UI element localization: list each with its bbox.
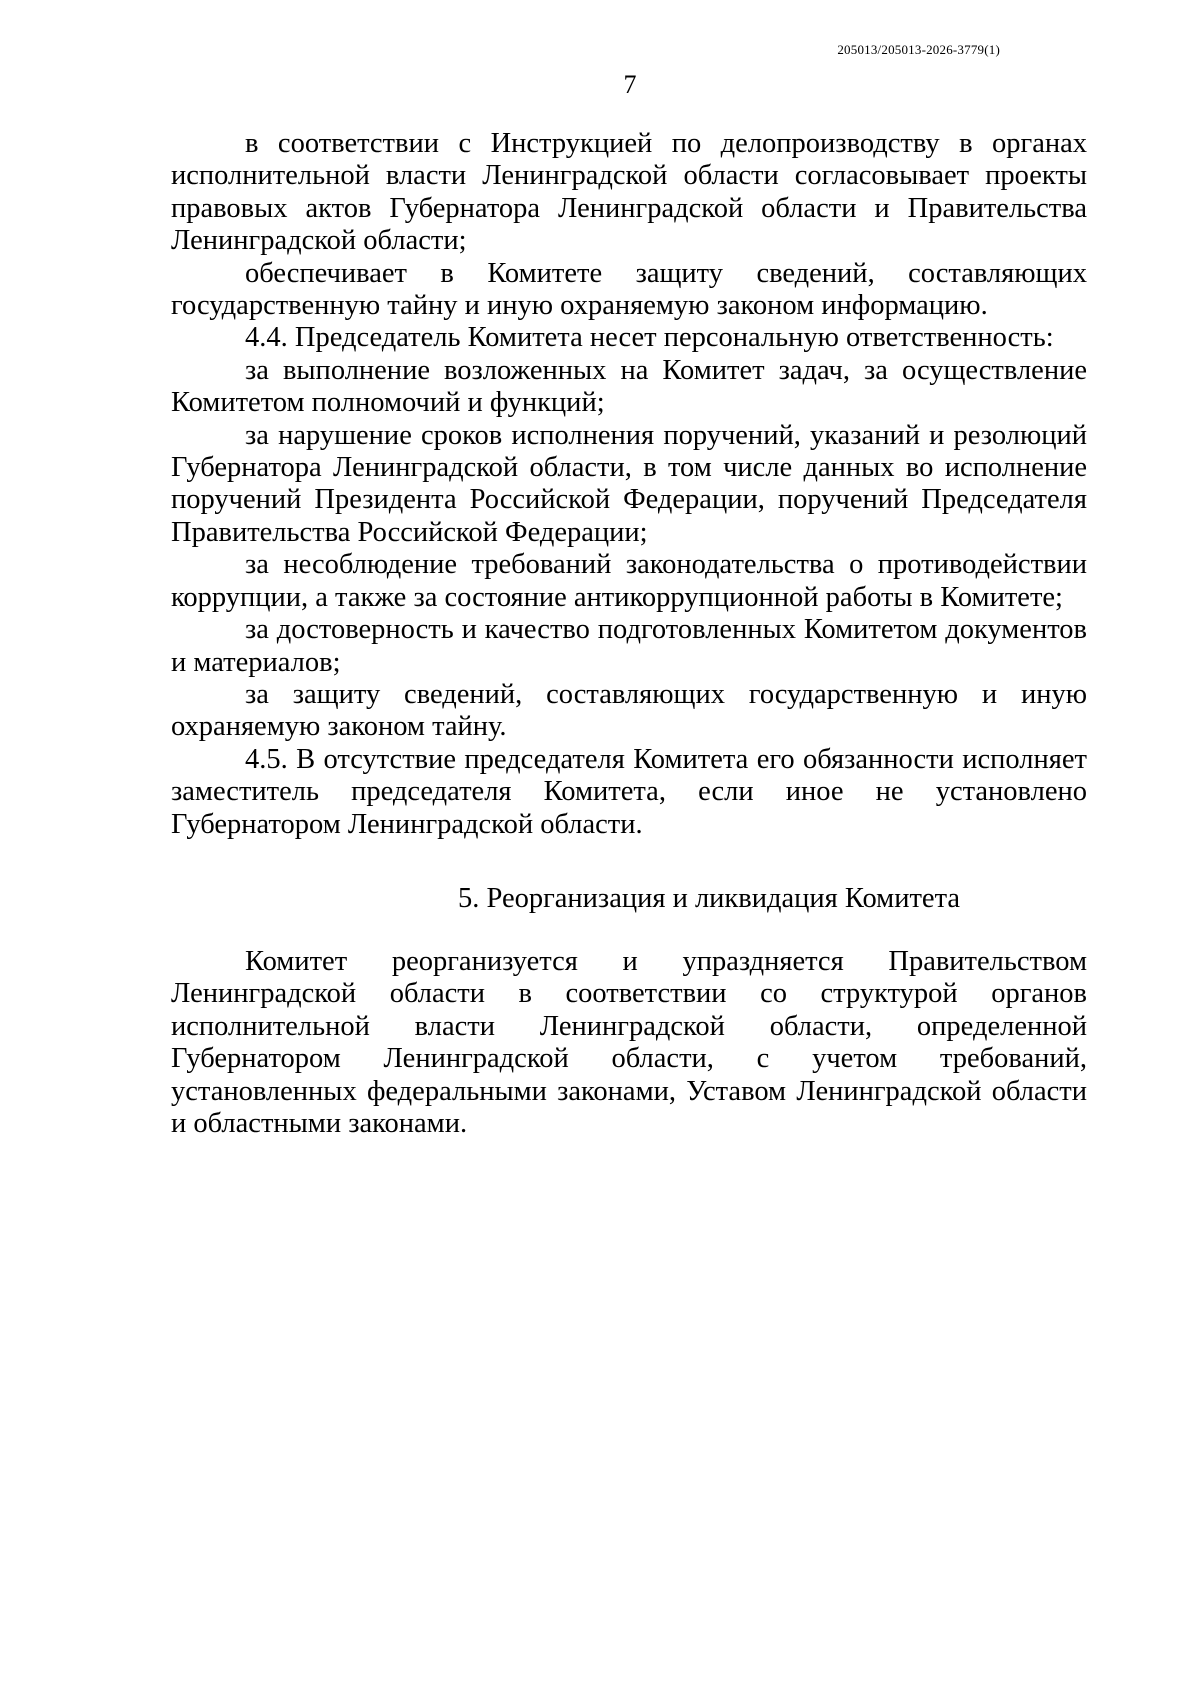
- page-number: 7: [623, 70, 637, 99]
- clause-4-5: 4.5. В отсутствие председателя Комитета его обязанности исполняет заместитель председателя Комитета, если иное не установлено Губернатором Ленинградской области.: [171, 743, 1087, 840]
- paragraph-coordination-of-acts: в соответствии с Инструкцией по делопроизводству в органах исполнительной власти Ленинградской области согласовывает проекты правовых актов Губернатора Ленинградской области и Правительства Ленинградской области;: [171, 128, 1087, 257]
- responsibility-deadlines: за нарушение сроков исполнения поручений, указаний и резолюций Губернатора Ленинградской области, в том числе данных во исполнение поручений Президента Российской Федерации, поручений Председателя Правительства Российской Федерации;: [171, 419, 1087, 548]
- section-5-heading: 5. Реорганизация и ликвидация Комитета: [457, 883, 961, 914]
- responsibility-state-secret: за защиту сведений, составляющих государственную и иную охраняемую законом тайну.: [171, 678, 1087, 743]
- clause-4-4-heading: 4.4. Председатель Комитета несет персональную ответственность:: [245, 322, 1054, 354]
- responsibility-anticorruption: за несоблюдение требований законодательства о противодействии коррупции, а также за состояние антикоррупционной работы в Комитете;: [171, 549, 1087, 613]
- paragraph-secret-protection: обеспечивает в Комитете защиту сведений, составляющих государственную тайну и иную охраняемую законом информацию.: [171, 257, 1087, 322]
- section-5-paragraph: Комитет реорганизуется и упраздняется Правительством Ленинградской области в соответствии со структурой органов исполнительной власти Ленинградской области, определенной Губернатором Ленинградской области, с учетом требований, установленных федеральными законами, Уставом Ленинградской области и областными законами.: [171, 946, 1087, 1140]
- responsibility-tasks: за выполнение возложенных на Комитет задач, за осуществление Комитетом полномочий и функций;: [171, 354, 1087, 419]
- responsibility-document-quality: за достоверность и качество подготовленных Комитетом документов и материалов;: [171, 614, 1087, 678]
- section-5-body: [171, 946, 1087, 1140]
- document-registration-number: 205013/205013-2026-3779(1): [837, 42, 1000, 57]
- document-body: [171, 128, 1087, 841]
